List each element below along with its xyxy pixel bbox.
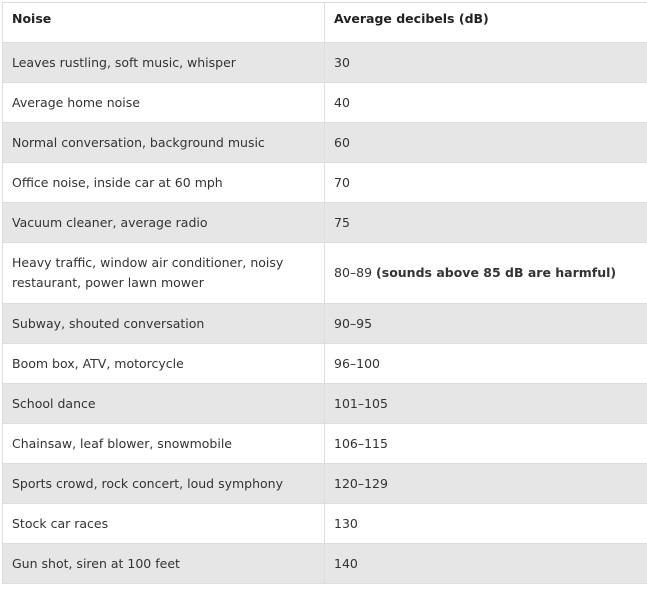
table-row [3,424,647,464]
decibel-cell: 40 [325,83,647,123]
table-row [3,544,647,584]
noise-cell: Vacuum cleaner, average radio [3,203,325,243]
noise-cell: Subway, shouted conversation [3,304,325,344]
decibel-cell: 90–95 [325,304,647,344]
table-row [3,203,647,243]
decibel-cell: 101–105 [325,384,647,424]
decibel-cell: 120–129 [325,464,647,504]
table-header-row [3,3,647,43]
column-header-noise: Noise [3,3,325,43]
noise-cell: Heavy traffic, window air conditioner, noisy restaurant, power lawn mower [3,243,325,304]
decibel-cell: 96–100 [325,344,647,384]
table-row [3,83,647,123]
decibel-cell: 75 [325,203,647,243]
decibel-value: 80–89 [334,265,373,280]
table-row [3,384,647,424]
decibel-cell: 70 [325,163,647,203]
table-row [3,243,647,304]
noise-cell: Chainsaw, leaf blower, snowmobile [3,424,325,464]
decibel-cell [325,243,647,304]
noise-cell: Office noise, inside car at 60 mph [3,163,325,203]
decibel-cell: 106–115 [325,424,647,464]
table-row [3,123,647,163]
decibel-cell: 30 [325,43,647,83]
table-row [3,43,647,83]
noise-cell: Boom box, ATV, motorcycle [3,344,325,384]
table-row [3,464,647,504]
noise-cell: Gun shot, siren at 100 feet [3,544,325,584]
noise-cell: Sports crowd, rock concert, loud symphony [3,464,325,504]
harm-warning-note: (sounds above 85 dB are harmful) [376,265,617,280]
noise-cell: Average home noise [3,83,325,123]
table-row [3,344,647,384]
table-row [3,163,647,203]
noise-cell: Leaves rustling, soft music, whisper [3,43,325,83]
column-header-decibels: Average decibels (dB) [325,3,647,43]
table-row [3,304,647,344]
noise-cell: School dance [3,384,325,424]
decibel-cell: 60 [325,123,647,163]
noise-level-table-container [2,2,647,584]
noise-level-table [2,2,647,584]
decibel-cell: 140 [325,544,647,584]
table-row [3,504,647,544]
noise-cell: Stock car races [3,504,325,544]
noise-cell: Normal conversation, background music [3,123,325,163]
decibel-cell: 130 [325,504,647,544]
